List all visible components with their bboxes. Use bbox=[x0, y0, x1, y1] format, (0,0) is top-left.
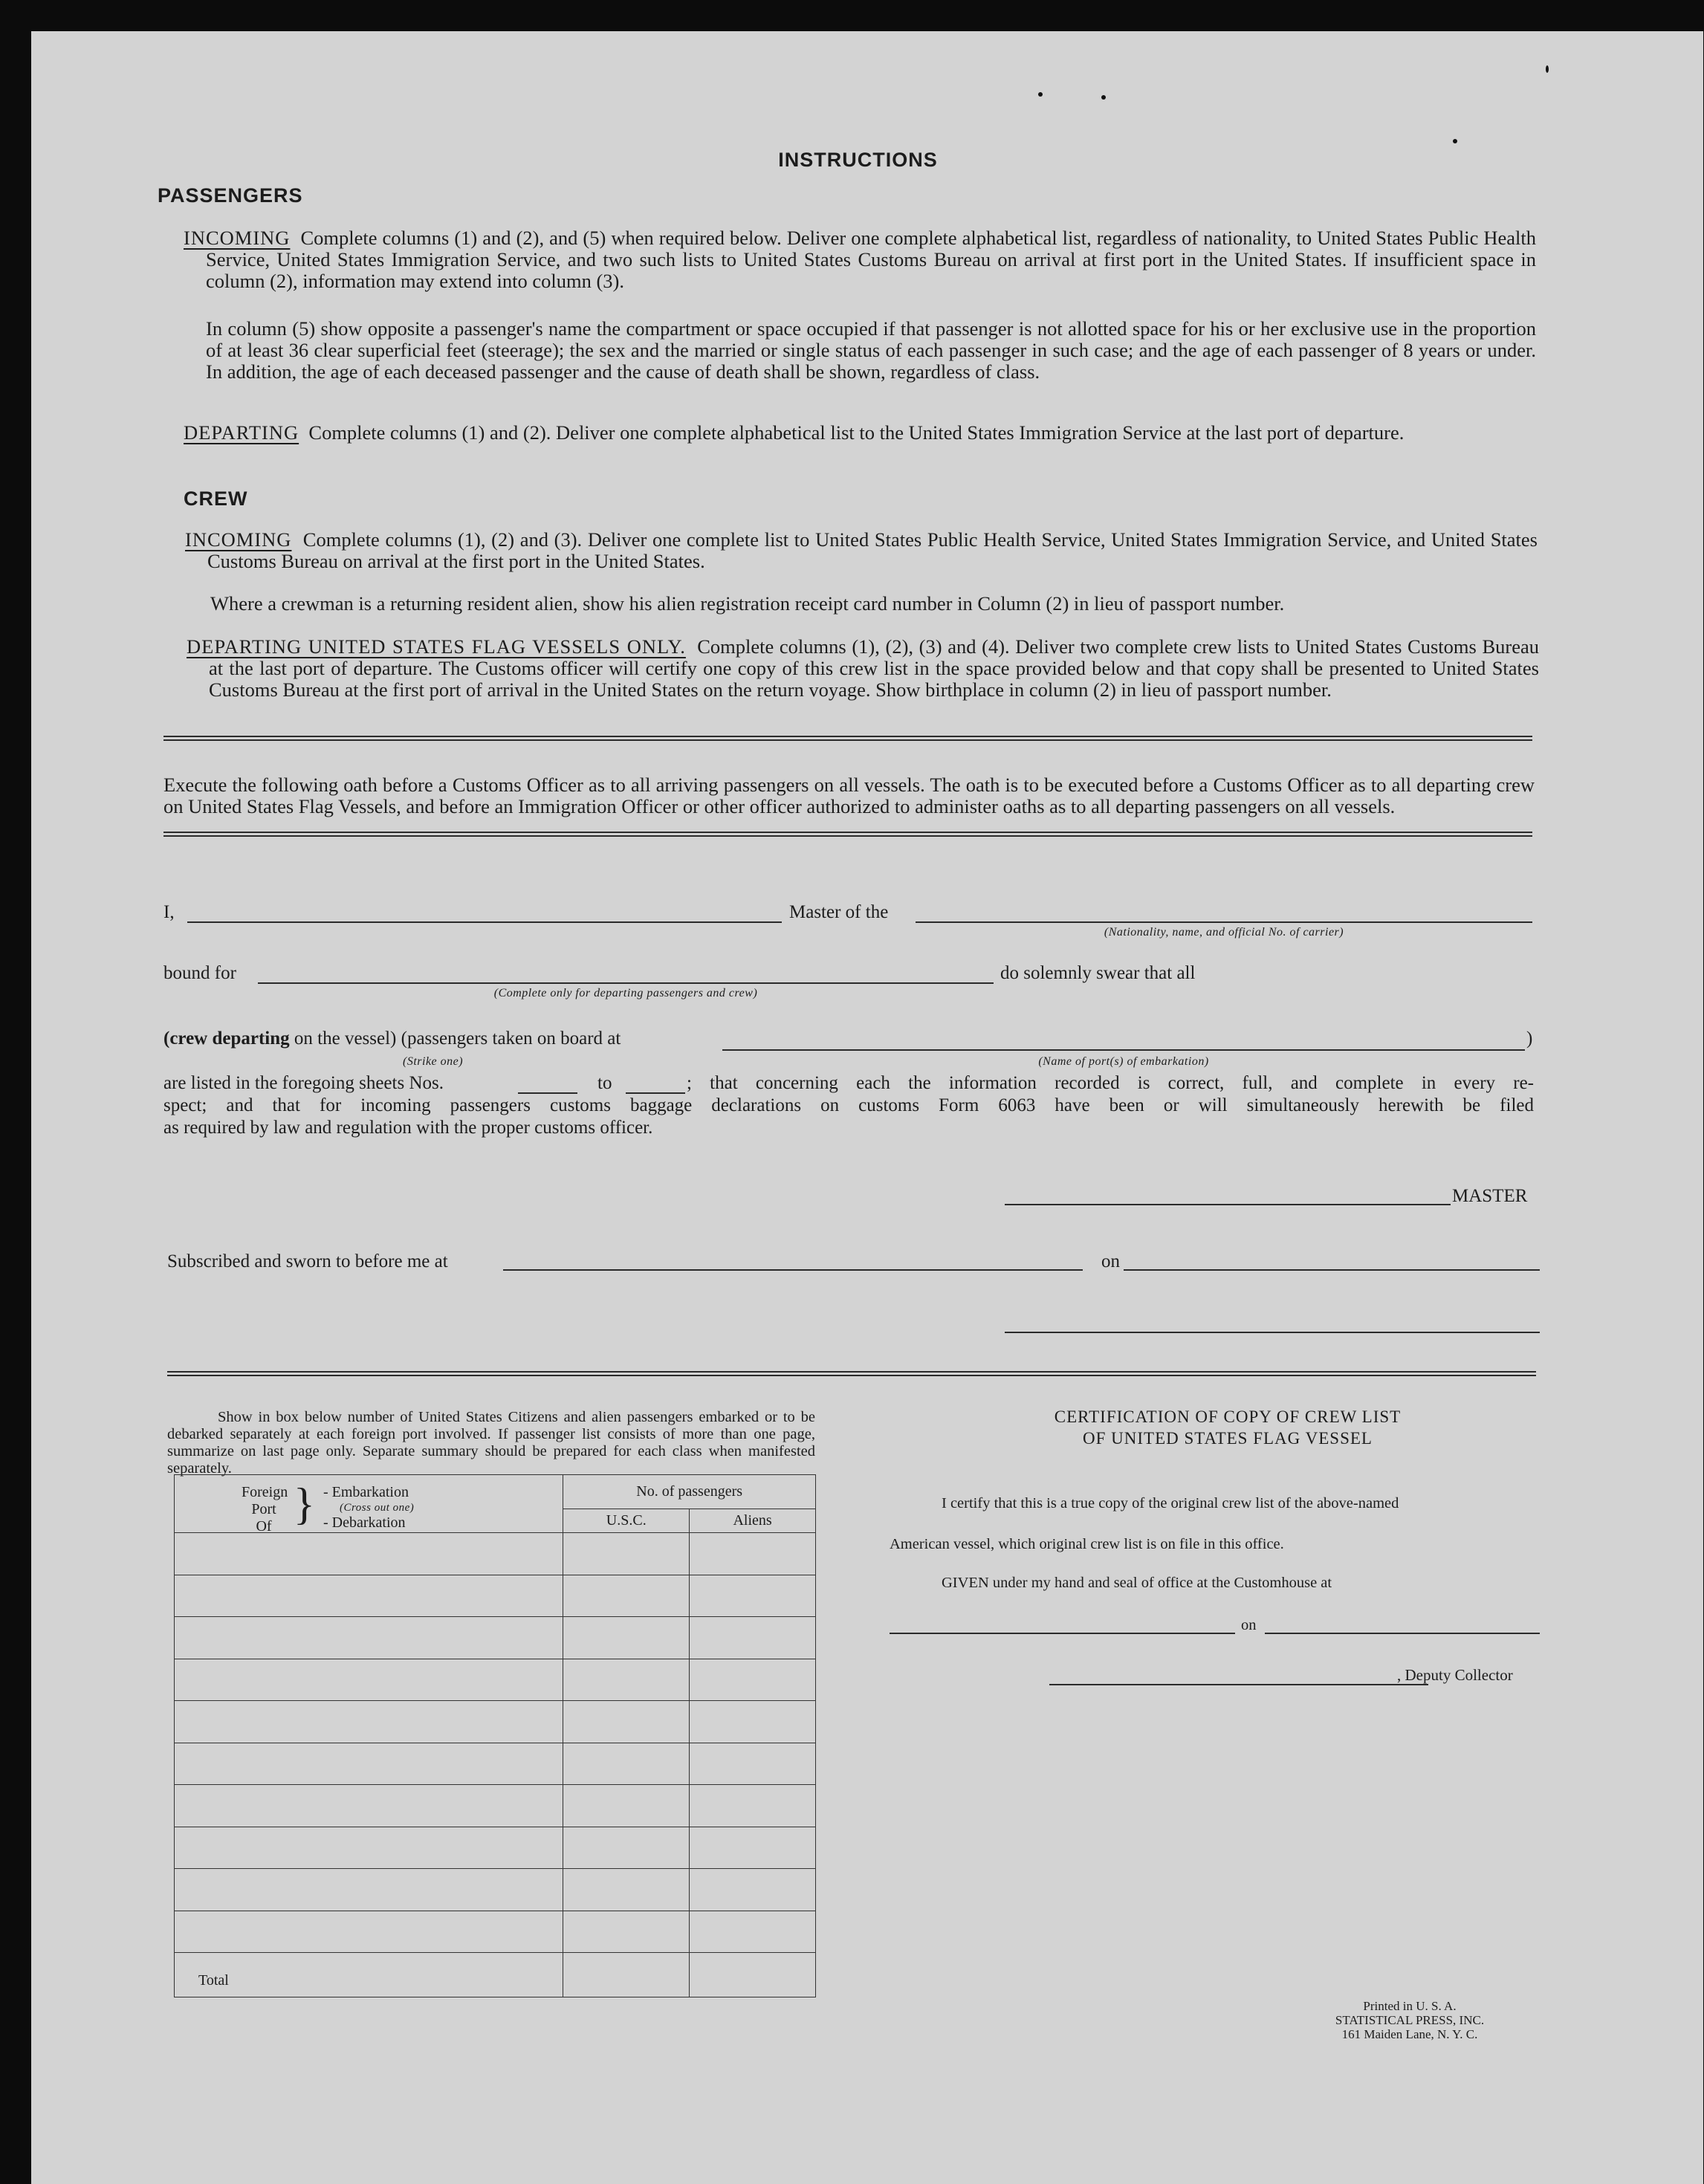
oath-i-label: I, bbox=[163, 902, 175, 922]
sworn-place-field[interactable] bbox=[503, 1269, 1083, 1271]
oath-intro: Execute the following oath before a Customs Officer as to all arriving passengers on all vessels. The oath is to be executed before a Customs Officer as to all departing crew on United States Flag Vessels, and before an Immigration Officer or other officer authorized to administer oaths as to all departing passengers on all vessels. bbox=[163, 774, 1535, 817]
passengers-incoming-text: Complete columns (1) and (2), and (5) when required below. Deliver one complete alphabetical list, regardless of nationality, to United States Public Health Service, United States Immigration Service, and two such lists to United States Customs Bureau on arrival at first port in the United States. If insufficient space in column (2), information may extend into column (3). bbox=[206, 227, 1536, 292]
sheets-to-field[interactable] bbox=[626, 1092, 685, 1094]
summary-port-cell[interactable] bbox=[175, 1575, 563, 1617]
certification-line-2: American vessel, which original crew list is on file in this office. bbox=[890, 1536, 1284, 1552]
officer-signature-field[interactable] bbox=[1005, 1332, 1540, 1333]
table-row bbox=[175, 1743, 816, 1785]
sheets-text-d: as required by law and regulation with the proper customs officer. bbox=[163, 1118, 653, 1138]
summary-instruction: Show in box below number of United States Citizens and alien passengers embarked or to be debarked separately at each foreign port involved. If passenger list consists of more than one page, summarize on last page only. Separate summary should be prepared for each class when manifested separately. bbox=[167, 1409, 815, 1477]
sworn-on-label: on bbox=[1101, 1251, 1120, 1271]
passenger-summary-table bbox=[174, 1474, 816, 1997]
aliens-header: Aliens bbox=[690, 1509, 816, 1533]
passengers-departing-paragraph bbox=[184, 422, 1536, 444]
sheets-text-c: spect; and that for incoming passengers customs baggage declarations on customs Form 6063 have been or will simultaneously herewith be filed bbox=[163, 1095, 1534, 1115]
printer-line-2: STATISTICAL PRESS, INC. bbox=[1335, 2013, 1485, 2027]
table-row bbox=[175, 1659, 816, 1701]
summary-usc-cell[interactable] bbox=[563, 1827, 690, 1869]
summary-port-cell[interactable] bbox=[175, 1743, 563, 1785]
crew-resident-paragraph bbox=[210, 593, 1541, 615]
passengers-departing-label: DEPARTING bbox=[184, 421, 299, 444]
summary-usc-cell[interactable] bbox=[563, 1869, 690, 1911]
of-label: Of bbox=[256, 1518, 272, 1535]
summary-usc-cell[interactable] bbox=[563, 1911, 690, 1953]
speck bbox=[1453, 139, 1457, 143]
strike-one-choice bbox=[163, 1028, 621, 1049]
crew-departing-option: (crew departing bbox=[163, 1028, 290, 1049]
table-row bbox=[175, 1827, 816, 1869]
table-row bbox=[175, 1575, 816, 1617]
passengers-column5-paragraph bbox=[206, 318, 1536, 383]
sheets-from-field[interactable] bbox=[518, 1092, 577, 1094]
certification-title-line-2: OF UNITED STATES FLAG VESSEL bbox=[1083, 1429, 1373, 1448]
form-sheet bbox=[31, 31, 1703, 2184]
crew-departing-text: Complete columns (1), (2), (3) and (4). Deliver two complete crew lists to United States Customs Bureau at the last port of departure. The Customs officer will certify one copy of this crew list in the space provided below and that copy shall be presented to United States Customs Bureau at the first port of arrival in the United States on the return voyage. Show birthplace in column (2) in lieu of passport number. bbox=[209, 635, 1539, 701]
carrier-caption: (Nationality, name, and official No. of carrier) bbox=[1104, 926, 1344, 939]
summary-usc-cell[interactable] bbox=[563, 1533, 690, 1575]
summary-port-cell[interactable] bbox=[175, 1617, 563, 1659]
passengers-incoming-paragraph bbox=[184, 227, 1536, 292]
customhouse-field[interactable] bbox=[890, 1633, 1235, 1634]
crew-resident-text: Where a crewman is a returning resident alien, show his alien registration receipt card number in Column (2) in lieu of passport number. bbox=[210, 592, 1285, 615]
table-row bbox=[175, 1533, 816, 1575]
summary-port-cell[interactable] bbox=[175, 1785, 563, 1827]
summary-aliens-cell[interactable] bbox=[690, 1659, 816, 1701]
certification-title-line-1: CERTIFICATION OF COPY OF CREW LIST bbox=[1054, 1407, 1402, 1426]
no-of-passengers-header: No. of passengers bbox=[563, 1475, 816, 1509]
summary-usc-cell[interactable] bbox=[563, 1701, 690, 1743]
master-signature-field[interactable] bbox=[1005, 1204, 1451, 1205]
passengers-departing-text: Complete columns (1) and (2). Deliver one complete alphabetical list to the United States Immigration Service at the last port of departure. bbox=[308, 421, 1405, 444]
summary-port-cell[interactable] bbox=[175, 1827, 563, 1869]
cross-out-caption: (Cross out one) bbox=[340, 1502, 415, 1514]
summary-aliens-cell[interactable] bbox=[690, 1575, 816, 1617]
ports-caption: (Name of port(s) of embarkation) bbox=[1038, 1055, 1209, 1068]
summary-usc-cell[interactable] bbox=[563, 1575, 690, 1617]
port-label: Port bbox=[251, 1501, 276, 1517]
summary-usc-cell[interactable] bbox=[563, 1743, 690, 1785]
passengers-taken-option: (passengers taken on board at bbox=[401, 1028, 621, 1049]
summary-aliens-cell[interactable] bbox=[690, 1911, 816, 1953]
summary-aliens-cell[interactable] bbox=[690, 1533, 816, 1575]
certification-line-1: I certify that this is a true copy of the original crew list of the above-named bbox=[942, 1495, 1399, 1511]
speck bbox=[1101, 95, 1106, 100]
sheets-text-a: are listed in the foregoing sheets Nos. bbox=[163, 1073, 444, 1093]
speck bbox=[1038, 92, 1043, 97]
summary-usc-cell[interactable] bbox=[563, 1785, 690, 1827]
summary-port-cell[interactable] bbox=[175, 1701, 563, 1743]
table-row bbox=[175, 1617, 816, 1659]
deputy-signature-field[interactable] bbox=[1049, 1684, 1428, 1685]
sworn-date-field[interactable] bbox=[1124, 1269, 1540, 1271]
usc-header: U.S.C. bbox=[563, 1509, 690, 1533]
certification-title bbox=[916, 1406, 1540, 1449]
sheets-to-label: to bbox=[597, 1073, 612, 1093]
table-row bbox=[175, 1911, 816, 1953]
crew-incoming-paragraph bbox=[185, 529, 1538, 572]
embarkation-ports-field[interactable] bbox=[722, 1049, 1525, 1051]
table-row bbox=[175, 1785, 816, 1827]
master-of-the-label: Master of the bbox=[789, 902, 889, 922]
brace-icon: } bbox=[294, 1480, 315, 1529]
divider-double bbox=[163, 832, 1532, 837]
passengers-column5-text: In column (5) show opposite a passenger's name the compartment or space occupied if that passenger is not allotted space for his or her exclusive use in the proportion of at least 36 clear superficial feet (steerage); the sex and the married or single status of each passenger in such case; and the age of each passenger of 8 years or under. In addition, the age of each deceased passenger and the cause of death shall be shown, regardless of class. bbox=[206, 317, 1536, 383]
divider-double bbox=[163, 736, 1532, 741]
summary-aliens-cell[interactable] bbox=[690, 1869, 816, 1911]
table-row bbox=[175, 1869, 816, 1911]
bound-for-label: bound for bbox=[163, 963, 236, 983]
total-aliens-cell[interactable] bbox=[690, 1953, 816, 1997]
embarkation-option[interactable]: - Embarkation bbox=[323, 1484, 409, 1500]
port-header-cell bbox=[175, 1475, 563, 1533]
total-usc-cell[interactable] bbox=[563, 1953, 690, 1997]
speck bbox=[1546, 65, 1549, 73]
table-row bbox=[175, 1701, 816, 1743]
certification-date-field[interactable] bbox=[1265, 1633, 1540, 1634]
crew-incoming-text: Complete columns (1), (2) and (3). Deliver one complete list to United States Public Health Service, United States Immigration Service, and United States Customs Bureau on arrival at the first port in the United States. bbox=[207, 528, 1538, 572]
printer-line-3: 161 Maiden Lane, N. Y. C. bbox=[1341, 2027, 1478, 2041]
passengers-incoming-label: INCOMING bbox=[184, 227, 291, 249]
summary-port-cell[interactable] bbox=[175, 1533, 563, 1575]
strike-one-caption: (Strike one) bbox=[403, 1055, 464, 1068]
crew-incoming-label: INCOMING bbox=[185, 528, 292, 551]
summary-aliens-cell[interactable] bbox=[690, 1743, 816, 1785]
master-label: MASTER bbox=[1452, 1186, 1528, 1206]
foreign-label: Foreign bbox=[242, 1484, 288, 1500]
on-vessel-text: on the vessel) bbox=[294, 1028, 397, 1049]
summary-aliens-cell[interactable] bbox=[690, 1617, 816, 1659]
crew-departing-paragraph bbox=[187, 636, 1539, 701]
printer-imprint bbox=[1287, 1999, 1532, 2041]
crew-heading: CREW bbox=[184, 487, 248, 510]
divider-double bbox=[167, 1371, 1536, 1376]
summary-aliens-cell[interactable] bbox=[690, 1701, 816, 1743]
certification-line-3: GIVEN under my hand and seal of office at the Customhouse at bbox=[942, 1575, 1332, 1591]
summary-port-cell[interactable] bbox=[175, 1911, 563, 1953]
page-title: INSTRUCTIONS bbox=[778, 149, 938, 171]
bound-for-caption: (Complete only for departing passengers and crew) bbox=[493, 987, 758, 999]
sheets-text-b: ; that concerning each the information recorded is correct, full, and complete in every re- bbox=[687, 1073, 1534, 1093]
summary-aliens-cell[interactable] bbox=[690, 1785, 816, 1827]
debarkation-option[interactable]: - Debarkation bbox=[323, 1514, 406, 1531]
close-paren: ) bbox=[1526, 1028, 1533, 1049]
printer-line-1: Printed in U. S. A. bbox=[1363, 1999, 1457, 2013]
deputy-collector-label: , Deputy Collector bbox=[1397, 1666, 1513, 1684]
summary-port-cell[interactable] bbox=[175, 1869, 563, 1911]
summary-usc-cell[interactable] bbox=[563, 1659, 690, 1701]
carrier-field[interactable] bbox=[916, 921, 1532, 923]
swear-text: do solemnly swear that all bbox=[1000, 963, 1196, 983]
passengers-heading: PASSENGERS bbox=[158, 184, 303, 207]
summary-aliens-cell[interactable] bbox=[690, 1827, 816, 1869]
bound-for-field[interactable] bbox=[258, 982, 994, 984]
crew-departing-label: DEPARTING UNITED STATES FLAG VESSELS ONLY. bbox=[187, 635, 686, 658]
summary-port-cell[interactable] bbox=[175, 1659, 563, 1701]
master-name-field[interactable] bbox=[187, 921, 782, 923]
total-label: Total bbox=[175, 1953, 563, 1997]
summary-usc-cell[interactable] bbox=[563, 1617, 690, 1659]
certification-on-label: on bbox=[1241, 1617, 1257, 1633]
subscribed-label: Subscribed and sworn to before me at bbox=[167, 1251, 448, 1271]
